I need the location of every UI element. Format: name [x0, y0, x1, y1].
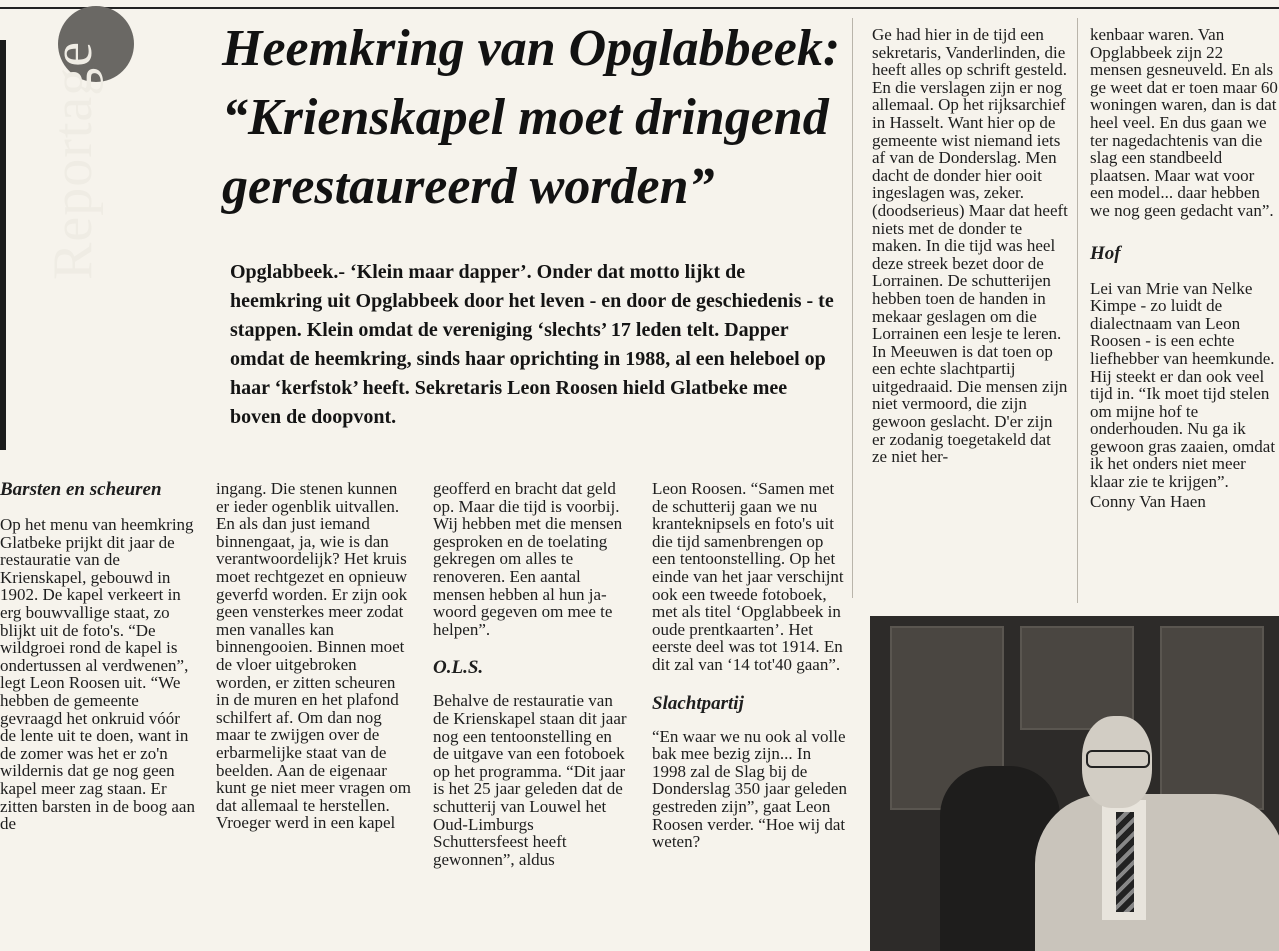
logo-band [0, 40, 6, 450]
column-1 [0, 480, 196, 833]
column-5-text: Ge had hier in de tijd een sekretaris, Vanderlinden, die heeft alles op schrift gesteld. En die verslagen zijn er nog allemaal. Op het rijksarchief in Hasselt. Want hier op de gemeente wist niemand iets af van de Donderslag. Men dacht de donder hier ooit ingeslagen was, zeker. (doodserieus) Maar dat heeft niets met de donder te maken. In die tijd was heel deze streek bezet door de Lorrainen. De schutterijen hebben toen de handen in mekaar geslagen om die Lorrainen een lesje te leren. In Meeuwen is dat toen op een echte slachtpartij uitgedraaid. Die mensen zijn niet vermoord, die zijn gewoon geslacht. D'er zijn er zodanig toegetakeld dat ze niet her- [872, 25, 1068, 467]
subhead-ols: O.L.S. [433, 657, 484, 679]
column-1-text: Op het menu van heemkring Glatbeke prijkt dit jaar de restauratie van de Krienskapel, gebouwd in 1902. De kapel verkeert in erg bouwvallige staat, zo blijkt uit de foto's. “De wildgroei rond de kapel is ondertussen al verdwenen”, legt Leon Roosen uit. “We hebben de gemeente gevraagd het onkruid vóór de lente uit te doen, want in de zomer was het er zo'n wildernis dat ge nog geen kapel meer zag staan. Er zitten barsten in de boog aan de [0, 515, 195, 834]
column-6-text-a: kenbaar waren. Van Opglabbeek zijn 22 mensen gesneuveld. En als ge weet dat er toen maar 60 woningen waren, dan is dat heel veel. En dus gaan we ter nagedachtenis van die slag een standbeeld plaatsen. Maar wat voor een model... daar hebben we nog geen gedacht van”. [1090, 25, 1278, 220]
column-2-text: ingang. Die stenen kunnen er ieder ogenblik uitvallen. En als dan just iemand binnengaat, ja, wie is dan verantwoordelijk? Het kruis moet rechtgezet en opnieuw geverfd worden. Er zijn ook geen vensterkes meer zodat men vanalles kan binnengooien. Binnen moet de vloer uitgebroken worden, er zitten scheuren in de muren en het plafond schilfert af. Om dan nog maar te zwijgen over de erbarmelijke staat van de beelden. Aan de eigenaar kunt ge niet meer vragen om dat allemaal te herstellen. Vroeger werd in een kapel [216, 479, 411, 833]
photo-tie [1116, 812, 1134, 912]
photo-leon-roosen [870, 616, 1279, 951]
subhead-slachtpartij: Slachtpartij [652, 692, 744, 714]
lead-paragraph: Opglabbeek.- ‘Klein maar dapper’. Onder dat motto lijkt de heemkring uit Opglabbeek door het leven - en door de geschiedenis - te stappen. Klein omdat de vereniging ‘slechts’ 17 leden telt. Dapper omdat de heemkring, sinds haar oprichting in 1988, al een heleboel op haar ‘kerfstok’ heeft. Sekretaris Leon Roosen hield Glatbeke mee boven de doopvont. [230, 261, 834, 428]
photo-wall-panel [1020, 626, 1134, 730]
column-4-text-b: “En waar we nu ook al volle bak mee bezig zijn... In 1998 zal de Slag bij de Donderslag 350 jaar geleden gestreden zijn”, gaat Leon Roosen verder. “Hoe wij dat weten? [652, 726, 847, 852]
headline-line-1: Heemkring van Opglabbeek: [222, 20, 841, 77]
column-3-text-a: geofferd en bracht dat geld op. Maar die tijd is voorbij. Wij hebben met die mensen gesproken en de toelating gekregen om alles te renoveren. Een aantal mensen hebben al hun ja-woord gegeven om mee te helpen”. [433, 479, 623, 639]
headline-line-2: “Krienskapel moet dringend [222, 89, 829, 146]
column-6-text-b: Lei van Mrie van Nelke Kimpe - zo luidt de dialectnaam van Leon Roosen - is een echte liefhebber van heemkunde. Hij steekt er dan ook veel tijd in. “Ik moet tijd stelen om mijne hof te onderhouden. Nu ga ik gewoon gras zaaien, omdat ik het onders niet meer klaar zie te krijgen”. [1090, 278, 1276, 492]
section-label: Reportage [42, 40, 104, 280]
column-2 [216, 480, 412, 832]
article-headline [222, 14, 842, 221]
headline-line-3: gerestaureerd worden” [222, 158, 715, 215]
photo-glasses [1086, 750, 1150, 768]
column-3 [433, 480, 629, 868]
photo-person-body [1035, 794, 1279, 951]
subhead-barsten: Barsten en scheuren [0, 479, 162, 500]
subhead-hof: Hof [1090, 242, 1121, 264]
column-divider [852, 18, 853, 598]
byline: Conny Van Haen [1090, 491, 1206, 511]
column-4 [652, 480, 848, 851]
column-6 [1090, 26, 1279, 510]
column-5 [872, 26, 1068, 466]
photo-wall-panel [1160, 626, 1264, 810]
reportage-logo [0, 0, 215, 450]
column-4-text-a: Leon Roosen. “Samen met de schutterij gaan we nu kranteknipsels en foto's uit die tijd samenbrengen op een tentoonstelling. Op het einde van het jaar verschijnt ook een tweede fotoboek, met als titel ‘Opglabbeek in oude prentkaarten’. Het eerste deel was tot 1914. En dit zal van ‘14 tot'40 gaan”. [652, 479, 844, 674]
column-3-text-b: Behalve de restauratie van de Krienskapel staan dit jaar nog een tentoonstelling en de uitgave van een fotoboek op het programma. “Dit jaar is het 25 jaar geleden dat de schutterij van Louwel het Oud-Limburgs Schuttersfeest heeft gewonnen”, aldus [433, 691, 627, 869]
column-divider [1077, 18, 1078, 603]
